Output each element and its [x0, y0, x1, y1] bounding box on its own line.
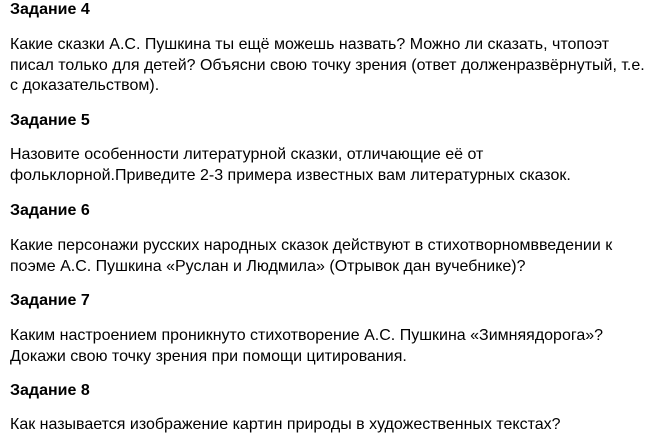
task-6-line-1: Какие персонажи русских народных сказок действуют в стихотворномвведении к: [10, 237, 613, 254]
task-4-line-3: с доказательством).: [10, 77, 160, 94]
task-7-line-2: Докажи свою точку зрения при помощи цитирования.: [10, 347, 407, 365]
task-6-text: [10, 236, 650, 277]
task-7-title: Задание 7: [10, 292, 90, 309]
task-5-text: [10, 145, 650, 186]
task-5-title: Задание 5: [10, 112, 90, 129]
task-7-text: [10, 326, 650, 367]
task-8-title: Задание 8: [10, 382, 90, 399]
task-5-line-1: Назовите особенности литературной сказки, отличающие её от: [10, 146, 484, 163]
task-5-line-2: фольклорной.Приведите 2-3 примера известных вам литературных сказок.: [10, 166, 571, 184]
task-4-title: Задание 4: [10, 1, 90, 18]
task-4-text: [10, 35, 650, 97]
task-7-line-1: Каким настроением проникнуто стихотворение А.С. Пушкина «Зимняядорога»?: [10, 327, 604, 344]
task-6-line-2: поэме А.С. Пушкина «Руслан и Людмила» (Отрывок дан вучебнике)?: [10, 257, 526, 275]
task-4-line-1: Какие сказки А.С. Пушкина ты ещё можешь назвать? Можно ли сказать, чтопоэт: [10, 36, 610, 53]
task-8-line-1: Как называется изображение картин природы в художественных текстах?: [10, 416, 561, 433]
task-8-text: [10, 415, 650, 436]
task-4-line-2: писал только для детей? Объясни свою точку зрения (ответ долженразвёрнутый, т.е.: [10, 56, 645, 74]
task-6-title: Задание 6: [10, 202, 90, 219]
